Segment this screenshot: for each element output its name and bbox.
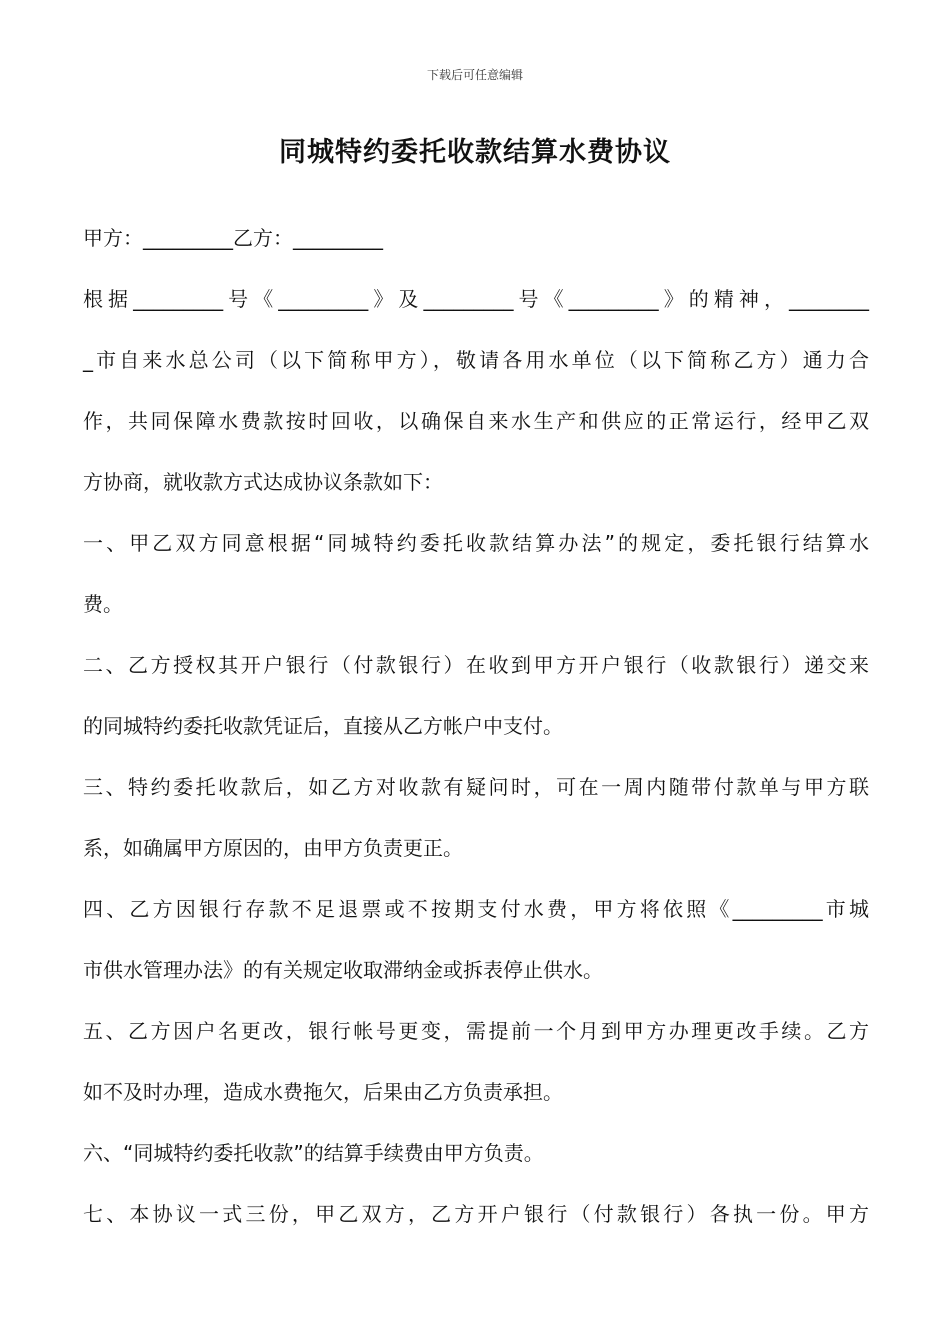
clause-2-line: 二、乙方授权其开户银行（付款银行）在收到甲方开户银行（收款银行）递交来 — [83, 653, 869, 677]
clause-4-line: 四、乙方因银行存款不足退票或不按期支付水费，甲方将依照《_________市城 — [83, 897, 869, 921]
document-title: 同城特约委托收款结算水费协议 — [279, 137, 671, 168]
clause-1-line: 费。 — [83, 592, 123, 616]
clause-5-line: 如不及时办理，造成水费拖欠，后果由乙方负责承担。 — [83, 1080, 563, 1104]
clause-5-line: 五、乙方因户名更改，银行帐号更变，需提前一个月到甲方办理更改手续。乙方 — [83, 1019, 869, 1043]
clause-7-line: 七、本协议一式三份，甲乙双方，乙方开户银行（付款银行）各执一份。甲方 — [83, 1202, 869, 1226]
header-note: 下载后可任意编辑 — [426, 68, 523, 82]
body-line: 根据_________号《_________》及_________号《_________》的精神，________ — [83, 287, 869, 311]
body-line: 作，共同保障水费款按时回收，以确保自来水生产和供应的正常运行，经甲乙双 — [83, 409, 869, 433]
clause-3-line: 系，如确属甲方原因的，由甲方负责更正。 — [83, 836, 463, 860]
clause-3-line: 三、特约委托收款后，如乙方对收款有疑问时，可在一周内随带付款单与甲方联 — [83, 775, 869, 799]
clause-4-line: 市供水管理办法》的有关规定收取滞纳金或拆表停止供水。 — [83, 958, 603, 982]
document-body — [83, 208, 869, 1245]
party-line: 甲方：_________乙方：_________ — [83, 226, 383, 250]
clause-6-line: 六、“同城特约委托收款”的结算手续费由甲方负责。 — [83, 1141, 544, 1165]
clause-1-line: 一、甲乙双方同意根据“同城特约委托收款结算办法”的规定，委托银行结算水 — [83, 531, 869, 555]
body-line: 方协商，就收款方式达成协议条款如下： — [83, 470, 443, 494]
clause-2-line: 的同城特约委托收款凭证后，直接从乙方帐户中支付。 — [83, 714, 563, 738]
body-line: _市自来水总公司（以下简称甲方），敬请各用水单位（以下简称乙方）通力合 — [83, 348, 869, 372]
